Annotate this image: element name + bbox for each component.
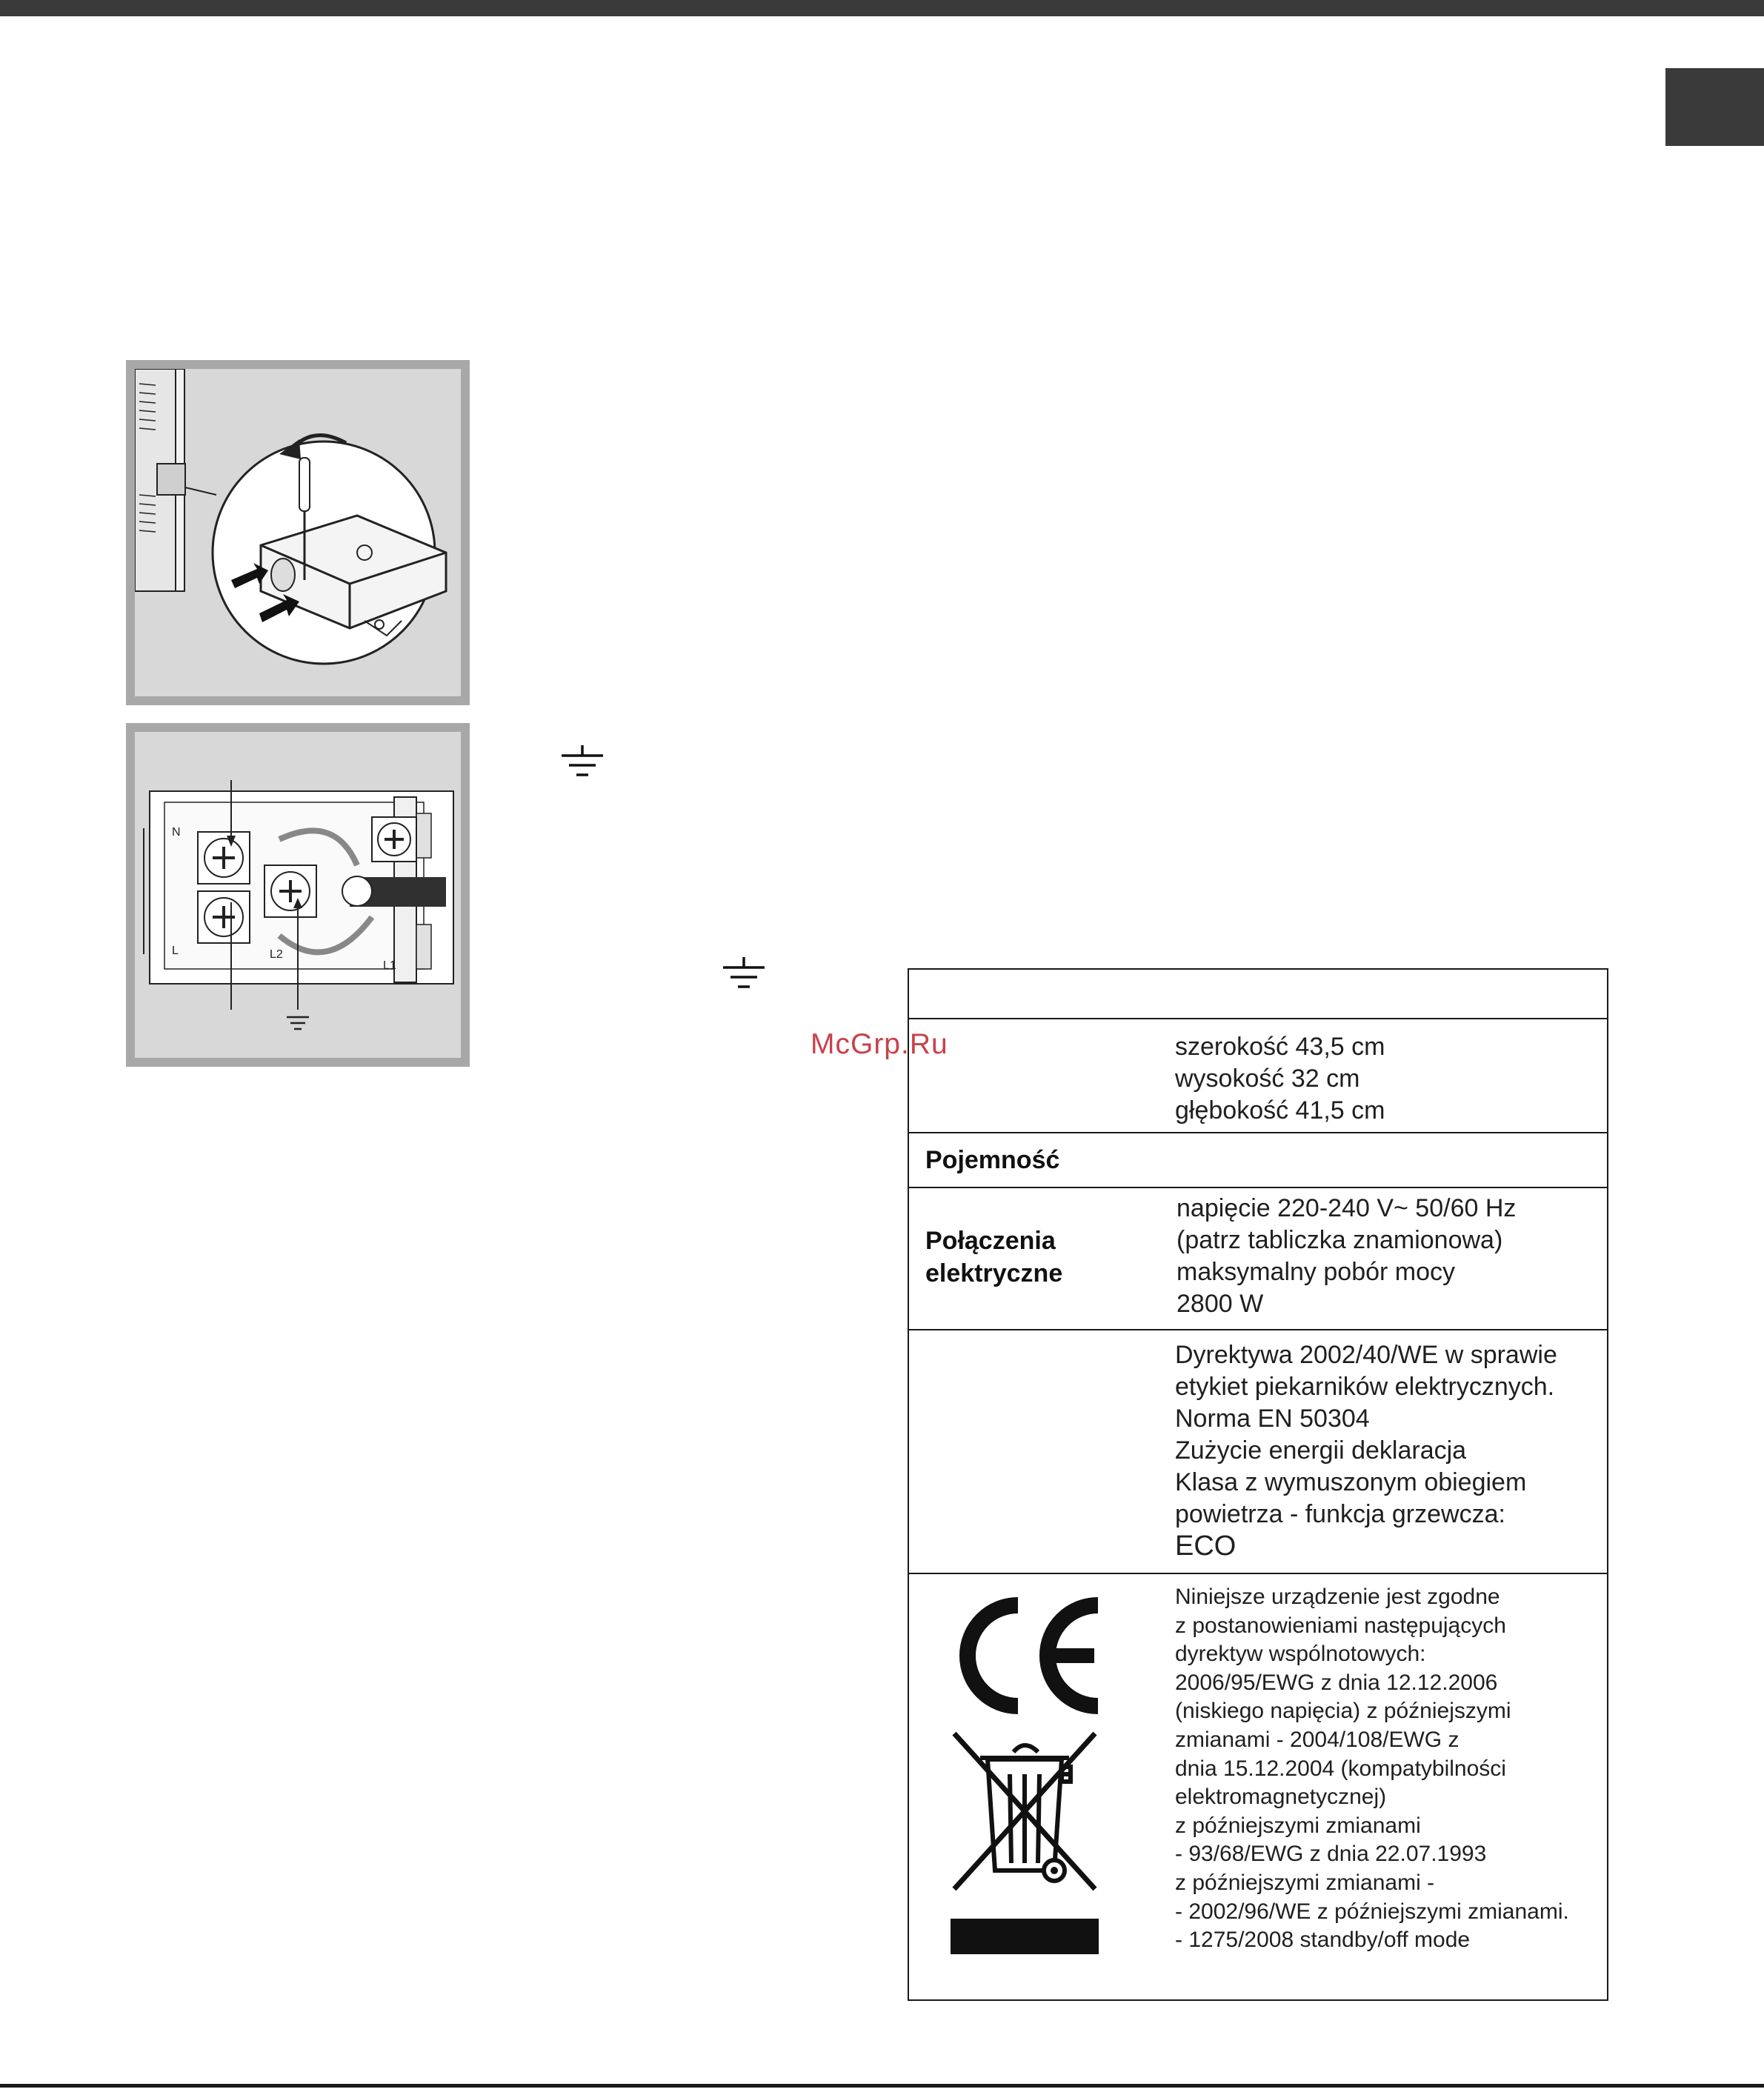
table-header-row: [909, 970, 1607, 1019]
energy-class: ECO: [1175, 1530, 1237, 1562]
energy-label-row: [909, 1330, 1607, 1574]
ce-mark-icon: [950, 1596, 1105, 1715]
terminal-block-figure: [126, 723, 470, 1067]
watermark: McGrp.Ru: [811, 1028, 948, 1060]
label-l: L: [172, 945, 179, 957]
electrical-value: napięcie 220-240 V~ 50/60 Hz (patrz tabliczka znamionowa) maksymalny pobór mocy 2800 W: [1176, 1194, 1517, 1318]
terminal-box-illustration: [135, 369, 461, 696]
electrical-row: [909, 1188, 1607, 1330]
compliance-row: [909, 1574, 1607, 1999]
terminal-box-figure: [126, 360, 470, 705]
ground-icon: [559, 744, 606, 779]
capacity-label: Pojemność: [925, 1146, 1060, 1174]
label-l2: L2: [270, 948, 283, 961]
weee-bin-icon: [951, 1730, 1099, 1974]
top-bar: [0, 0, 1764, 16]
ground-icon: [720, 956, 768, 991]
bottom-rule: [0, 2084, 1764, 2088]
dimensions-row: [909, 1019, 1607, 1133]
capacity-row: [909, 1133, 1607, 1188]
language-tab: [1665, 68, 1764, 146]
label-n: N: [172, 826, 181, 839]
energy-value: Dyrektywa 2002/40/WE w sprawie etykiet piekarników elektrycznych. Norma EN 50304 Zużycie energii deklaracja Klasa z wymuszonym obiegiem powietrza - funkcja grzewcza: ECO: [1175, 1341, 1557, 1562]
compliance-value: Niniejsze urządzenie jest zgodne z postanowieniami następujących dyrektyw wspólnotowych: 2006/95/EWG z dnia 12.12.2006 (niskiego napięcia) z późniejszymi zmianami - 2004/108/EWG z dnia 15.12.2004 (kompatybilności elektromagnetycznej) z późniejszymi zmianami - 93/68/EWG z dnia 22.07.1993 z późniejszymi zmianami - - 2002/96/WE z późniejszymi zmianami. - 1275/2008 standby/off mode: [1175, 1585, 1569, 1953]
dimensions-value: szerokość 43,5 cm wysokość 32 cm głębokość 41,5 cm: [1175, 1033, 1385, 1125]
terminal-block-illustration: [135, 732, 461, 1058]
label-l1: L1: [383, 959, 396, 972]
electrical-label: Połączenia elektryczne: [925, 1227, 1063, 1287]
specifications-table: [908, 968, 1608, 2001]
